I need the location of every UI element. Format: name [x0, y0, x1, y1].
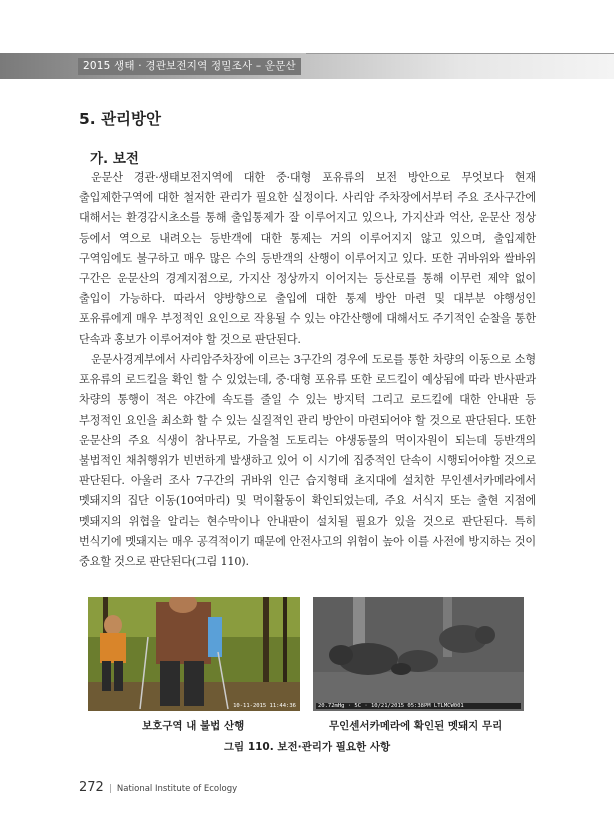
page-number: 272: [79, 780, 104, 795]
photo1-caption: 보호구역 내 불법 산행: [142, 720, 245, 732]
section-title: 5. 관리방안: [79, 110, 161, 128]
body-paragraph-1: 운문산 경관·생태보전지역에 대한 중·대형 포유류의 보전 방안으로 무엇보다 현재 출입제한구역에 대한 철저한 관리가 필요한 실정이다. 사리암 주차장에서부터 주요 조사구간에 대해서는 환경감시초소를 통해 출입통제가 잘 이루어지고 있으나, 가지산과 억산, 운문산 정상 등에서 역으로 내려오는 등반객에 대한 통제는 거의 이루어지지 않고 있으며, 출입제한 구역임에도 불구하고 매우 많은 수의 등반객의 산행이 이루어지고 있다. 또한 귀바위와 쌀바위 구간은 운문산의 경계지점으로, 가지산 정상까지 이어지는 등산로를 통해 이무런 제약 없이 출입이 가능하다. 따라서 양방향으로 출입에 대한 통제 방안 마련 및 대부분 야행성인 포유류에게 매우 부정적인 요인으로 작용될 수 있는 야간산행에 대해서도 주기적인 순찰을 통한 단속과 홍보가 이루어져야 할 것으로 판단된다.: [79, 171, 536, 346]
figure-caption: 그림 110. 보전·관리가 필요한 사항: [223, 741, 391, 753]
photo2-timestamp: 20.72mHg · 5C · 10/21/2015 05:38PM LTLMCW001: [316, 703, 521, 709]
subsection-title: 가. 보전: [90, 151, 139, 167]
photo2-caption: 무인센서카메라에 확인된 멧돼지 무리: [329, 720, 503, 732]
photo-illegal-hiking: [88, 597, 300, 711]
header-title: 2015 생태 · 경관보전지역 정밀조사 – 운문산: [78, 58, 301, 75]
photo1-timestamp: 10-11-2015 11:44:36: [233, 703, 296, 709]
photo-wild-boar-group: [313, 597, 524, 711]
running-header: [0, 53, 614, 79]
body-paragraph-2: 운문사경계부에서 사리암주차장에 이르는 3구간의 경우에 도로를 통한 차량의 이동으로 소형 포유류의 로드킬을 확인 할 수 있었는데, 중·대형 포유류 또한 로드킬이 예상됨에 따라 반사판과 차량의 통행이 적은 야간에 속도를 줄일 수 있는 방지턱 그리고 로드킬에 대한 안내판 등 부정적인 요인을 최소화 할 수 있는 실질적인 관리 방안이 마련되어야 할 것으로 판단된다. 또한 운문산의 주요 식생이 참나무로, 가을철 도토리는 야생동물의 먹이자원이 되는데 등반객의 불법적인 채취행위가 빈번하게 발생하고 있어 이 시기에 집중적인 단속이 시행되어야할 것으로 판단된다. 아울러 조사 7구간의 귀바위 인근 습지형태 초지대에 설치한 무인센서카메라에서 멧돼지의 집단 이동(10여마리) 및 먹이활동이 확인되었는데, 주요 서식지 또는 출현 지점에 멧돼지의 위협을 알리는 현수막이나 안내판이 설치될 필요가 있을 것으로 판단된다. 특히 번식기에 멧돼지는 매우 공격적이기 때문에 안전사고의 위험이 높아 이를 사전에 방지하는 것이 중요할 것으로 판단된다(그림 110).: [79, 353, 536, 569]
hikers-photo-illustration: [88, 597, 300, 711]
boar-camera-illustration: [313, 597, 524, 711]
page-footer: [79, 780, 237, 795]
footer-org: National Institute of Ecology: [116, 784, 238, 794]
header-rule: [306, 53, 614, 54]
footer-separator: |: [108, 784, 112, 794]
